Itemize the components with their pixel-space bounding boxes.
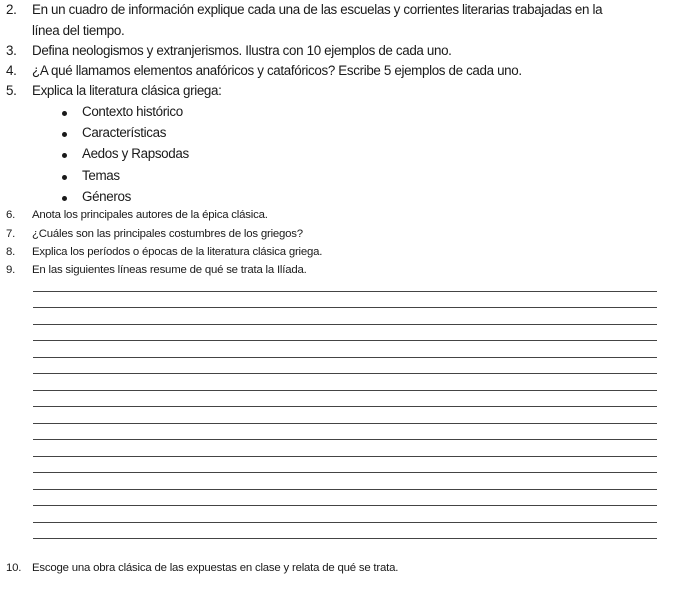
question-9-text: En las siguientes líneas resume de qué se trata la Ilíada. [32,264,307,276]
question-9-number: 9. [6,264,16,276]
bullet-dot [62,175,67,180]
question-10 [6,562,398,574]
bullet-dot [62,196,67,201]
question-4-text: ¿A qué llamamos elementos anafóricos y catafóricos? Escribe 5 ejemplos de cada uno. [32,63,522,78]
question-10-text: Escoge una obra clásica de las expuestas en clase y relata de qué se trata. [32,562,399,574]
question-2-text: En un cuadro de información explique cada una de las escuelas y corrientes literarias trabajadas en la [32,2,603,17]
question-8-text: Explica los períodos o épocas de la literatura clásica griega. [32,246,323,258]
answer-line [33,357,657,358]
bullet-item-caracteristicas: Características [82,125,167,140]
question-2-number: 2. [6,2,17,17]
bullet-item-generos: Géneros [82,189,131,204]
answer-line [33,307,657,308]
question-4 [6,63,522,78]
answer-line [33,291,657,292]
bullet-dot [62,132,67,137]
question-2-continuation: línea del tiempo. [32,23,125,38]
question-6-text: Anota los principales autores de la épica clásica. [32,209,268,221]
answer-line [33,423,657,424]
bullet-dot [62,153,67,158]
question-6-number: 6. [6,209,16,221]
question-7-text: ¿Cuáles son las principales costumbres de los griegos? [32,228,303,240]
bullet-item-contexto: Contexto histórico [82,104,183,119]
answer-line [33,324,657,325]
question-5-number: 5. [6,83,17,98]
question-2 [6,2,602,17]
answer-line [33,489,657,490]
question-5-text: Explica la literatura clásica griega: [32,83,222,98]
question-3-number: 3. [6,43,17,58]
answer-line [33,505,657,506]
question-5 [6,83,222,98]
question-3-text: Defina neologismos y extranjerismos. Ilustra con 10 ejemplos de cada uno. [32,43,452,58]
bullet-dot [62,111,67,116]
answer-line [33,456,657,457]
answer-line [33,406,657,407]
bullet-item-temas: Temas [82,168,120,183]
answer-line [33,340,657,341]
answer-line [33,472,657,473]
answer-line [33,390,657,391]
question-6 [6,209,268,221]
question-8 [6,246,322,258]
question-8-number: 8. [6,246,16,258]
question-4-number: 4. [6,63,17,78]
answer-line [33,538,657,539]
bullet-item-aedos: Aedos y Rapsodas [82,146,189,161]
question-9 [6,264,307,276]
question-3 [6,43,452,58]
answer-line [33,439,657,440]
question-7 [6,228,303,240]
answer-line [33,373,657,374]
question-7-number: 7. [6,228,16,240]
answer-line [33,522,657,523]
question-10-number: 10. [6,562,22,574]
